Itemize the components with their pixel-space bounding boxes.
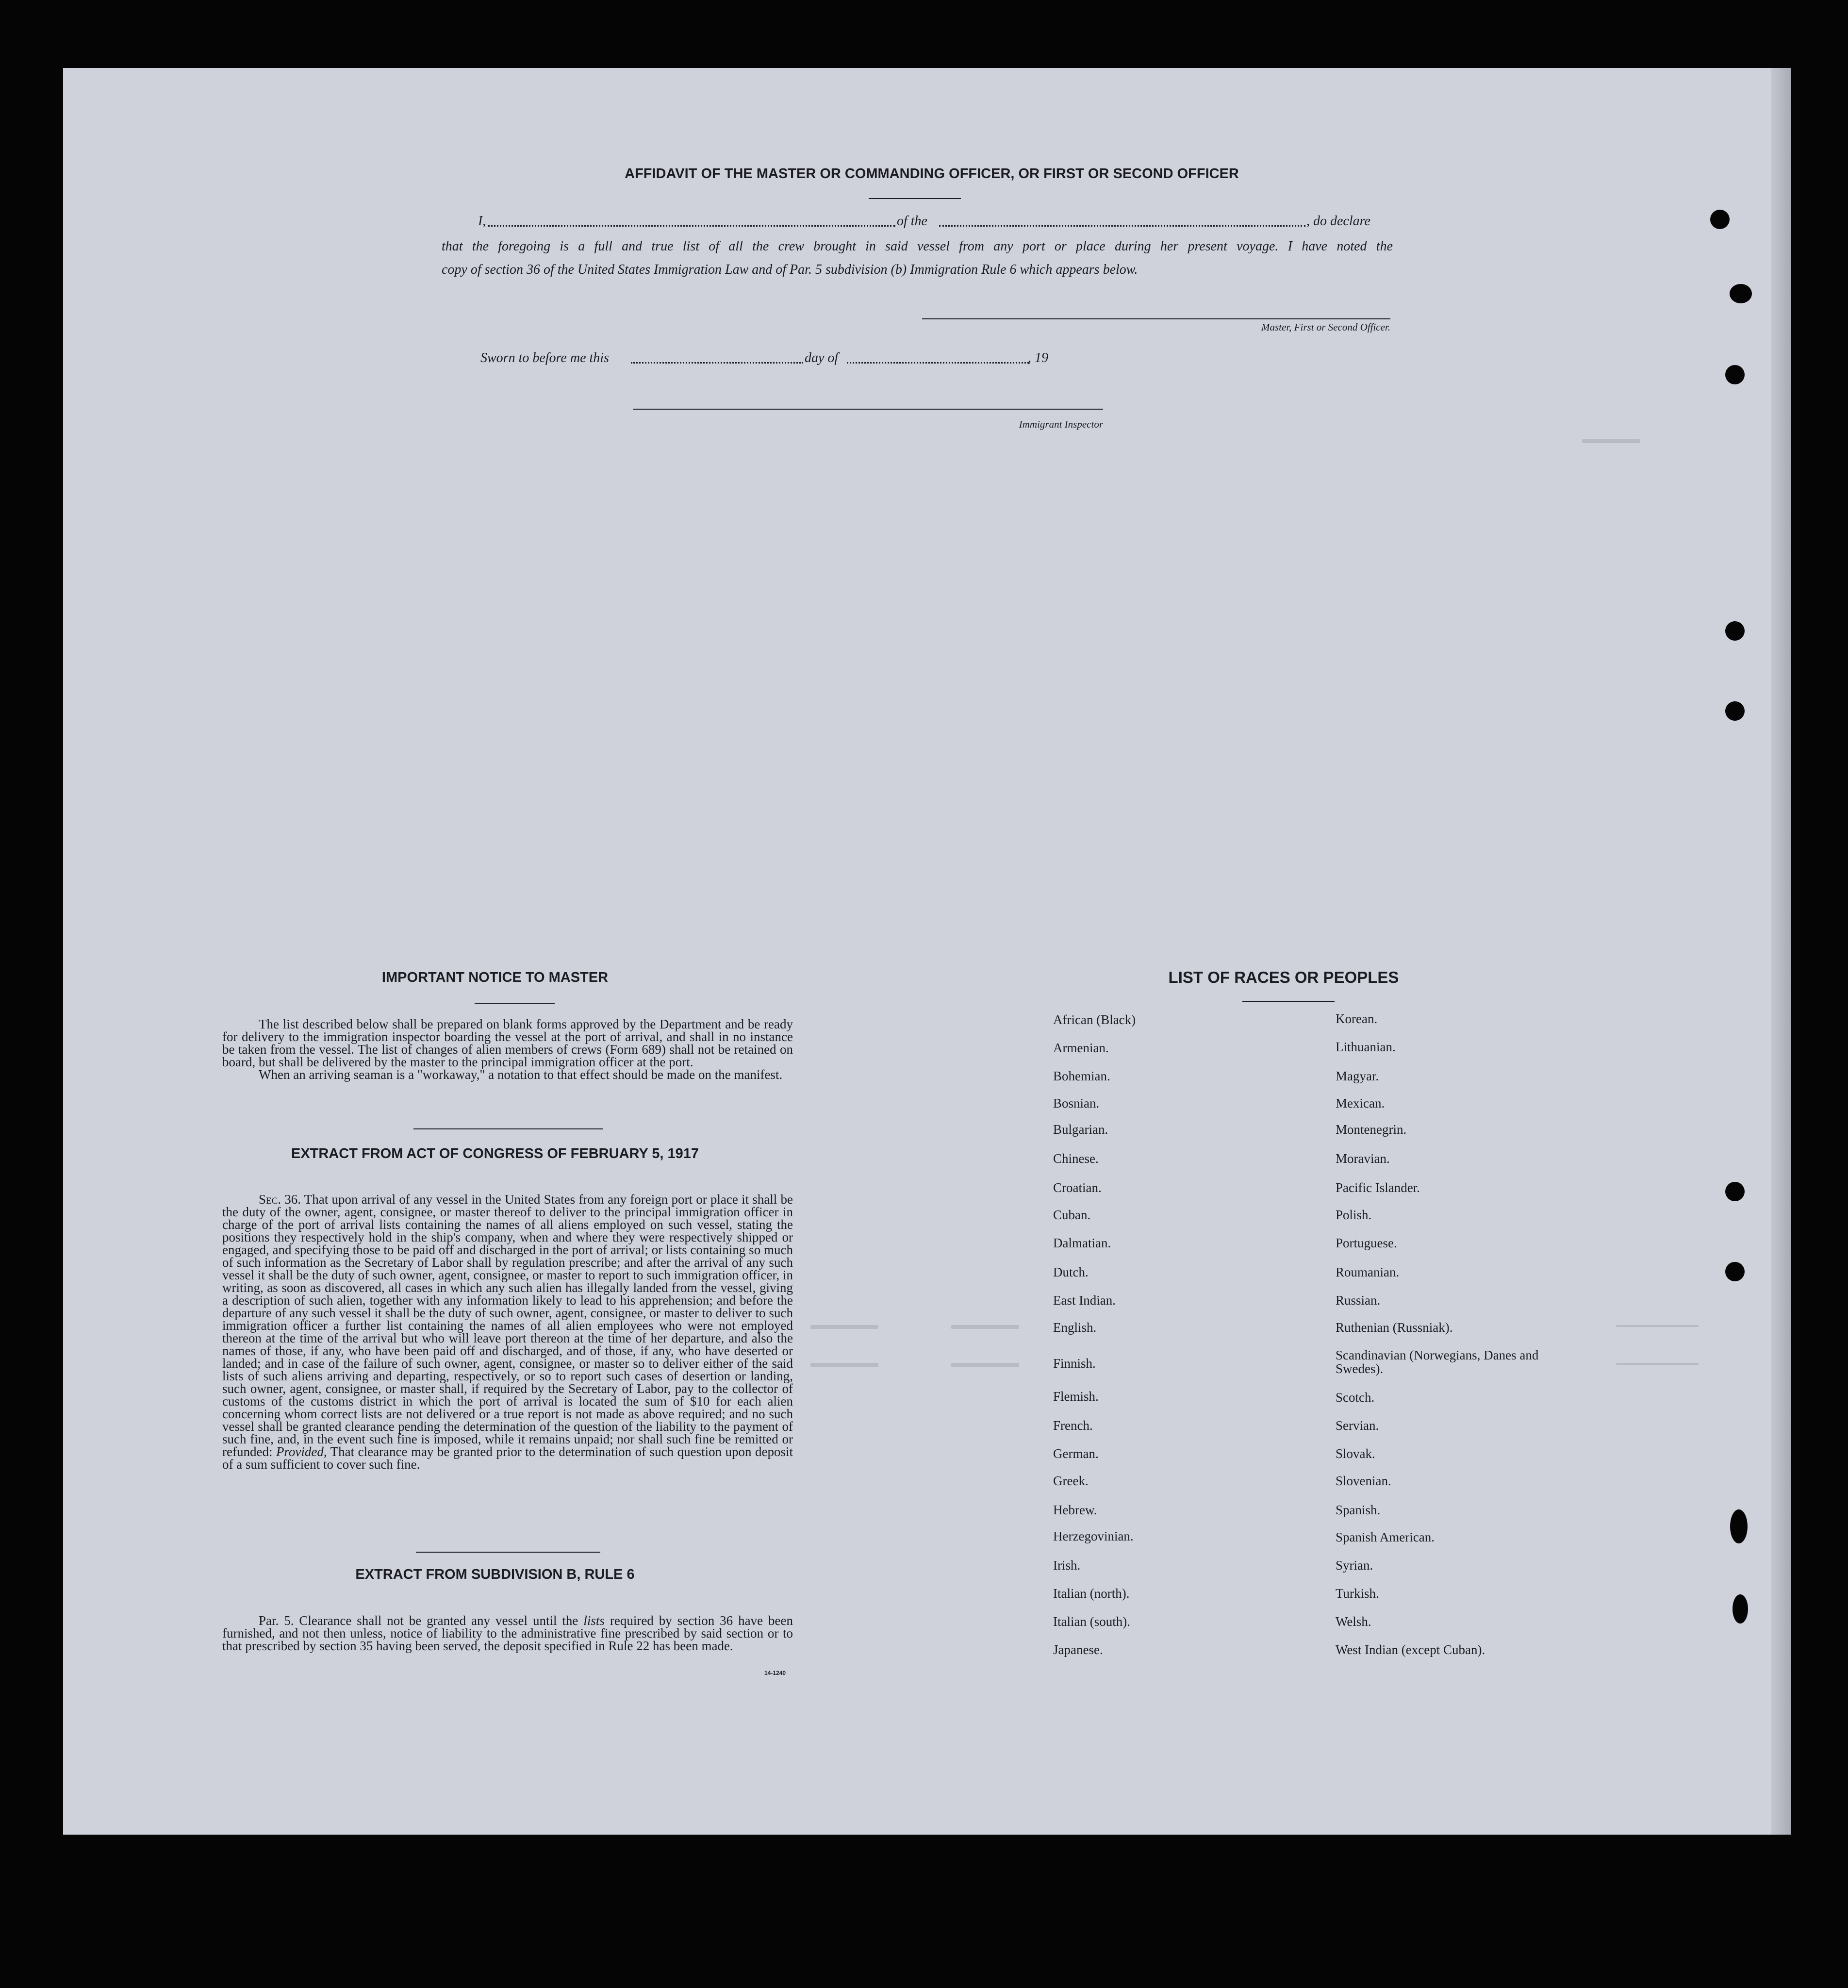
race-item: Armenian. bbox=[1053, 1041, 1109, 1055]
bleed-mark bbox=[810, 1363, 878, 1367]
race-item: East Indian. bbox=[1053, 1293, 1116, 1308]
title-rule bbox=[869, 198, 961, 199]
race-item: Mexican. bbox=[1336, 1096, 1385, 1110]
race-item: Japanese. bbox=[1053, 1642, 1103, 1657]
race-item: Welsh. bbox=[1336, 1614, 1371, 1629]
bleed-mark bbox=[1616, 1363, 1699, 1365]
race-item: Spanish American. bbox=[1336, 1530, 1435, 1544]
race-item: Croatian. bbox=[1053, 1180, 1102, 1195]
affidavit-line-2: that the foregoing is a full and true list of all the crew brought in said vessel from any port or place during her present voyage. I have noted the bbox=[442, 239, 1393, 254]
inspector-signature-line[interactable] bbox=[633, 409, 1103, 410]
affidavit-do-declare: , do declare bbox=[1306, 214, 1370, 229]
day-of-label: day of bbox=[805, 350, 839, 365]
section-36-tail: That clearance may be granted prior to the determination of such question upon deposit of a sum sufficient to cover such fine. bbox=[222, 1444, 793, 1472]
race-item: Korean. bbox=[1336, 1011, 1378, 1026]
punch-hole bbox=[1725, 365, 1745, 384]
race-item: Ruthenian (Russniak). bbox=[1336, 1320, 1453, 1335]
race-item: Herzegovinian. bbox=[1053, 1529, 1134, 1543]
race-item: German. bbox=[1053, 1446, 1099, 1461]
races-title: LIST OF RACES OR PEOPLES bbox=[1168, 968, 1399, 986]
race-item: Dutch. bbox=[1053, 1265, 1089, 1279]
bleed-mark bbox=[951, 1363, 1019, 1367]
notice-paragraph-1: The list described below shall be prepared on blank forms approved by the Department and be ready for delivery to the immigration inspector boarding the vessel at the port of arrival, and shall in no instance be taken from the vessel. The list of changes of alien members of crews (Form 689) shall not be retained on board, but shall be delivered by the master to the principal immigration officer at the port. bbox=[222, 1017, 793, 1069]
race-item: Dalmatian. bbox=[1053, 1236, 1111, 1250]
affidavit-of-the: of the bbox=[897, 214, 927, 229]
race-item: Italian (south). bbox=[1053, 1614, 1130, 1629]
races-rule bbox=[1242, 1001, 1335, 1002]
name-blank[interactable] bbox=[488, 225, 895, 227]
bleed-mark bbox=[1616, 1325, 1699, 1327]
section-36-text: That upon arrival of any vessel in the United States from any foreign port or place it shall be the duty of the owner, agent, consignee, or master thereof to deliver to the principal immigration officer in charge of the port of arrival lists containing the names of all aliens employed on such vessel, stating the positions they respectively hold in the ship's company, when and where they were respectively shipped or engaged, and specifying those to be paid off and discharged in the port of arrival; or lists containing so much of such information as the Secretary of Labor shall by regulation prescribe; and after the arrival of any such vessel it shall be the duty of such owner, agent, consignee, or master to report to such immigration officer, in writing, as soon as discovered, all cases in which any such alien has illegally landed from the vessel, giving a description of such alien, together with any information likely to lead to his apprehension; and before the departure of any such vessel it shall be the duty of such owner, agent, consignee, or master to deliver to such immigration officer a further list containing the names of all alien employees who were not employed thereon at the time of the arrival but who will leave port thereon at the time of her departure, and also the names of those, if any, who have been paid off and discharged, and of those, if any, who have deserted or landed; and in case of the failure of such owner, agent, consignee, or master so to deliver either of the said lists of such aliens arriving and departing, respectively, or so to report such cases of desertion or landing, such owner, agent, consignee, or master shall, if required by the Secretary of Labor, pay to the collector of customs of the customs district in which the port of arrival is located the sum of $10 for each alien concerning whom correct lists are not delivered or a true report is not made as above required; and no such vessel shall be granted clearance pending the determination of the question of the liability to the payment of such fine, and, in the event such fine is imposed, while it remains unpaid; nor shall such fine be remitted or refunded: bbox=[222, 1192, 793, 1459]
race-item: Bohemian. bbox=[1053, 1069, 1110, 1083]
notice-paragraph-2: When an arriving seaman is a "workaway," a notation to that effect should be made on the manifest. bbox=[259, 1067, 783, 1082]
master-signature-line[interactable] bbox=[922, 318, 1390, 319]
race-item: Magyar. bbox=[1336, 1069, 1379, 1083]
race-item: French. bbox=[1053, 1418, 1093, 1433]
race-item: Lithuanian. bbox=[1336, 1040, 1396, 1054]
race-item: Syrian. bbox=[1336, 1558, 1373, 1573]
notice-rule bbox=[475, 1003, 555, 1004]
race-item: Russian. bbox=[1336, 1293, 1381, 1308]
year-prefix: , 19 bbox=[1028, 350, 1048, 365]
race-item: Polish. bbox=[1336, 1208, 1372, 1222]
race-item: Irish. bbox=[1053, 1558, 1081, 1573]
bleed-mark bbox=[810, 1325, 878, 1329]
race-item: Servian. bbox=[1336, 1418, 1379, 1433]
race-item: Cuban. bbox=[1053, 1208, 1091, 1222]
provided-word: Provided, bbox=[276, 1444, 327, 1459]
race-item: West Indian (except Cuban). bbox=[1336, 1642, 1485, 1657]
punch-hole bbox=[1732, 1594, 1748, 1624]
rule-lists-word: lists bbox=[583, 1613, 605, 1628]
rule-text-a: Par. 5. Clearance shall not be granted any vessel until the bbox=[259, 1613, 578, 1628]
race-item: Scandinavian (Norwegians, Danes and Swedes). bbox=[1336, 1348, 1539, 1376]
punch-hole bbox=[1725, 1182, 1745, 1201]
section-label: Sec. 36. bbox=[259, 1192, 301, 1207]
page-edge bbox=[1771, 68, 1791, 1835]
race-item: Moravian. bbox=[1336, 1151, 1390, 1166]
punch-hole bbox=[1710, 210, 1730, 229]
race-item: Slovenian. bbox=[1336, 1474, 1391, 1488]
race-item: English. bbox=[1053, 1320, 1097, 1335]
race-item: Finnish. bbox=[1053, 1356, 1096, 1371]
sworn-day-blank[interactable] bbox=[631, 362, 803, 364]
race-item: Italian (north). bbox=[1053, 1586, 1130, 1601]
sworn-label: Sworn to before me this bbox=[480, 350, 609, 365]
race-item: Montenegrin. bbox=[1336, 1122, 1407, 1137]
race-item: Bosnian. bbox=[1053, 1096, 1100, 1110]
extract-rule-body bbox=[222, 1614, 793, 1652]
section-divider bbox=[413, 1128, 603, 1129]
vessel-blank[interactable] bbox=[939, 225, 1305, 227]
race-item: Hebrew. bbox=[1053, 1503, 1097, 1517]
race-item: Slovak. bbox=[1336, 1446, 1375, 1461]
punch-hole bbox=[1725, 1262, 1745, 1281]
sworn-month-blank[interactable] bbox=[847, 362, 1029, 364]
form-number: 14-1240 bbox=[764, 1670, 786, 1676]
affidavit-line-3: copy of section 36 of the United States Immigration Law and of Par. 5 subdivision (b) Immigration Rule 6 which appears below. bbox=[442, 262, 1138, 277]
bleed-mark bbox=[951, 1325, 1019, 1329]
race-item: Chinese. bbox=[1053, 1151, 1099, 1166]
affidavit-i-label: I, bbox=[478, 214, 486, 229]
race-item: Spanish. bbox=[1336, 1503, 1381, 1517]
rule-text-b: required by section 36 have been furnished, and not then unless, notice of liability to the administrative fine prescribed by said section or to that prescribed by section 35 having been served, the deposit specified in Rule 22 has been made. bbox=[222, 1613, 793, 1653]
extract-rule-title: EXTRACT FROM SUBDIVISION B, RULE 6 bbox=[355, 1567, 635, 1582]
bleed-mark bbox=[1582, 439, 1640, 443]
extract-act-body bbox=[222, 1193, 793, 1471]
race-item: Flemish. bbox=[1053, 1389, 1099, 1404]
punch-hole bbox=[1725, 621, 1745, 641]
race-item: Pacific Islander. bbox=[1336, 1180, 1420, 1195]
race-item: Greek. bbox=[1053, 1474, 1089, 1488]
affidavit-title: AFFIDAVIT OF THE MASTER OR COMMANDING OFFICER, OR FIRST OR SECOND OFFICER bbox=[625, 166, 1239, 182]
section-divider bbox=[416, 1552, 600, 1553]
race-item: Scotch. bbox=[1336, 1390, 1375, 1405]
notice-title: IMPORTANT NOTICE TO MASTER bbox=[381, 970, 609, 985]
master-signature-label: Master, First or Second Officer. bbox=[1261, 321, 1390, 333]
race-item: African (Black) bbox=[1053, 1012, 1136, 1027]
race-item: Bulgarian. bbox=[1053, 1122, 1108, 1137]
inspector-label: Immigrant Inspector bbox=[1019, 418, 1103, 430]
race-item: Portuguese. bbox=[1336, 1236, 1397, 1250]
punch-hole bbox=[1730, 284, 1752, 303]
extract-act-title: EXTRACT FROM ACT OF CONGRESS OF FEBRUARY 5, 1917 bbox=[291, 1146, 699, 1161]
punch-hole bbox=[1730, 1509, 1748, 1543]
punch-hole bbox=[1725, 701, 1745, 721]
notice-body bbox=[222, 1018, 793, 1081]
race-item: Turkish. bbox=[1336, 1586, 1379, 1601]
race-item: Roumanian. bbox=[1336, 1265, 1400, 1279]
